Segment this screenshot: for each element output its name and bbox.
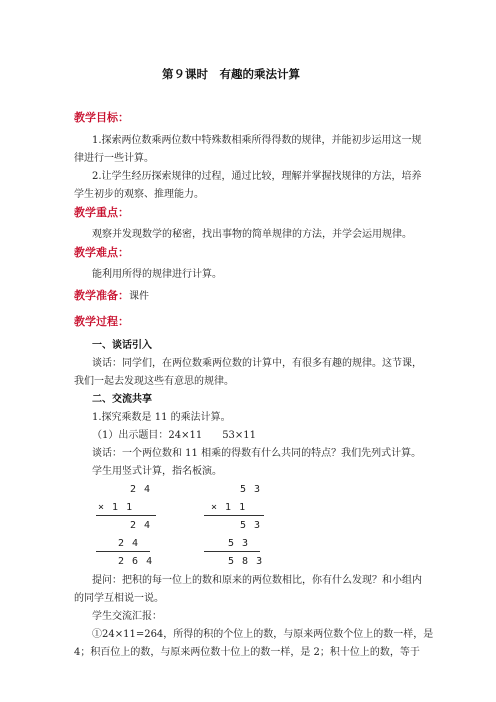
- page-title: 第９课时 有趣的乘法计算: [162, 67, 300, 81]
- key-points-text: 观察并发现数学的秘密，找出事物的简单规律的方法，并学会运用规律。: [92, 229, 412, 240]
- calc-right-result: 5 8 3: [228, 556, 264, 567]
- section2-line3: 谈话：一个两位数和 11 相乘的得数有什么共同的特点？我们先列式计算。: [92, 448, 422, 459]
- calc-right-multiplicand: 5 3: [240, 484, 262, 495]
- section2-line1: 1.探究乘数是 11 的乘法计算。: [92, 412, 231, 423]
- calc-left-result: 2 6 4: [118, 556, 154, 567]
- section2-line2: （1）出示题目：24×11 53×11: [92, 430, 257, 441]
- calc-left-multiplier: × 1 1: [98, 502, 134, 513]
- calc-left-rule-1: [96, 515, 156, 516]
- preparation-label: 教学准备：: [74, 289, 129, 302]
- section2-title: 二、交流共享: [92, 394, 152, 405]
- calc-right-rule-1: [204, 515, 264, 516]
- goals-heading: 教学目标：: [74, 111, 129, 124]
- question-line2: 的同学互相说一说。: [74, 593, 164, 604]
- finding-line1: ①24×11=264，所得的积的个位上的数，与原来两位数个位上的数一样，是: [92, 629, 434, 640]
- section1-line1: 谈话：同学们，在两位数乘两位数的计算中，有很多有趣的规律。这节课，: [92, 358, 422, 369]
- report-line: 学生交流汇报：: [92, 611, 162, 622]
- question-line1: 提问：把积的每一位上的数和原来的两位数相比，你有什么发现？和小组内: [92, 575, 422, 586]
- goals-item1-line2: 律进行一些计算。: [74, 153, 154, 164]
- difficulties-heading: 教学难点：: [74, 246, 129, 259]
- calc-right-rule-2: [204, 551, 260, 552]
- calc-right-multiplier: × 1 1: [211, 502, 247, 513]
- preparation-value: 课件: [129, 291, 149, 302]
- calc-left-rule-2: [96, 551, 150, 552]
- preparation-heading: [74, 289, 149, 303]
- goals-item2-line2: 学生初步的观察、推理能力。: [74, 189, 204, 200]
- calc-left-multiplicand: 2 4: [130, 484, 152, 495]
- goals-item1-line1: 1.探索两位数乘两位数中特殊数相乘所得得数的规律，并能初步运用这一规: [92, 135, 422, 146]
- calc-right-partial2: 5 3: [228, 538, 250, 549]
- calc-right-partial1: 5 3: [240, 520, 262, 531]
- calc-left-partial2: 2 4: [118, 538, 140, 549]
- section2-line4: 学生用竖式计算，指名板演。: [92, 466, 222, 477]
- section1-title: 一、谈话引入: [92, 340, 152, 351]
- calc-left-partial1: 2 4: [130, 520, 152, 531]
- difficulties-text: 能利用所得的规律进行计算。: [92, 269, 222, 280]
- goals-item2-line1: 2.让学生经历探索规律的过程，通过比较，理解并掌握找规律的方法，培养: [92, 171, 422, 182]
- key-points-heading: 教学重点：: [74, 206, 129, 219]
- finding-line2: 4；积百位上的数，与原来两位数十位上的数一样，是 2；积十位上的数，等于: [74, 647, 420, 658]
- section1-line2: 我们一起去发现这些有意思的规律。: [74, 376, 234, 387]
- process-heading: 教学过程：: [74, 315, 129, 328]
